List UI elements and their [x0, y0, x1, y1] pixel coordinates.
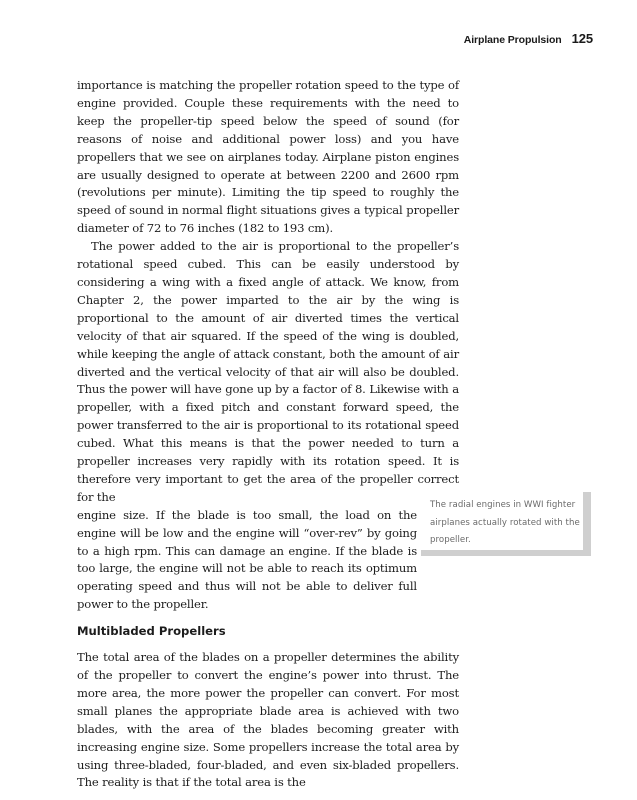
section-heading: Multibladed Propellers — [77, 624, 226, 639]
body-paragraph-continued: engine size. If the blade is too small, the load on the engine will be low and the engine will “over-rev” by going to a high rpm. This can damage an engine. If the blade is too large, the engine will not be able to reach its optimum operating speed and thus will not be able to deliver full power to the propeller. — [77, 507, 417, 612]
chapter-title: Airplane Propulsion — [463, 34, 562, 46]
main-text-column — [77, 77, 459, 792]
page-number: 125 — [571, 31, 593, 46]
margin-note-text: The radial engines in WWI fighter airplanes actually rotated with the propeller. — [421, 492, 583, 550]
body-paragraph: The power added to the air is proportional to the propeller’s rotational speed cubed. This can be easily understood by considering a wing with a fixed angle of attack. We know, from Chapter 2, the power imparted to the air by the wing is proportional to the amount of air diverted times the vertical velocity of that air squared. If the speed of the wing is doubled, while keeping the angle of attack constant, both the amount of air diverted and the vertical velocity of that air will also be doubled. Thus the power will have gone up by a factor of 8. Likewise with a propeller, with a fixed pitch and constant forward speed, the power transferred to the air is proportional to its rotational speed cubed. What this means is that the power needed to turn a propeller increases very rapidly with its rotation speed. It is therefore very important to get the area of the propeller correct for the — [77, 239, 459, 504]
body-paragraph: The total area of the blades on a propeller determines the ability of the propeller to convert the engine’s power into thrust. The more area, the more power the propeller can convert. For most small planes the appropriate blade area is achieved with two blades, with the area of the blades becoming greater with increasing engine size. Some propellers increase the total area by using three-bladed, four-bladed, and even six-bladed propellers. The reality is that if the total area is the — [77, 650, 459, 790]
body-paragraph: importance is matching the propeller rotation speed to the type of engine provided. Couple these requirements with the need to keep the propeller-tip speed below the speed of sound (for reasons of noise and additional power loss) and you have propellers that we see on airplanes today. Airplane piston engines are usually designed to operate at between 2200 and 2600 rpm (revolutions per minute). Limiting the tip speed to roughly the speed of sound in normal flight situations gives a typical propeller diameter of 72 to 76 inches (182 to 193 cm). — [77, 78, 459, 236]
running-head — [464, 31, 593, 46]
margin-note-box — [421, 492, 591, 556]
